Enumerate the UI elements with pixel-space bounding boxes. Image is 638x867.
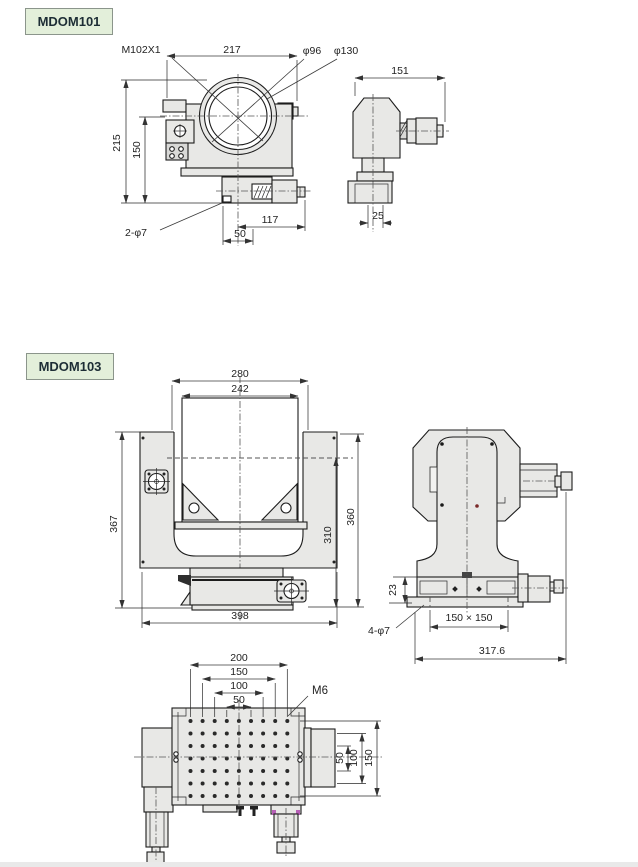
- product-label-text: MDOM103: [38, 359, 102, 374]
- body-flange: [181, 168, 293, 176]
- base-step: [203, 805, 237, 812]
- mounting-hole: [261, 744, 265, 748]
- mounting-hole: [285, 782, 289, 786]
- dim-height-inner: 310: [322, 526, 334, 544]
- mounting-hole: [285, 719, 289, 723]
- mdom103-mounting-plate-view: [134, 652, 382, 865]
- mounting-hole: [249, 782, 253, 786]
- dim-holes: 4-φ7: [368, 625, 390, 637]
- mounting-hole: [201, 782, 205, 786]
- side-slot: [430, 467, 437, 492]
- mounting-hole: [225, 732, 229, 736]
- dim-flange: φ130: [333, 45, 359, 57]
- mounting-hole: [225, 782, 229, 786]
- mdom103-front-view: [108, 368, 364, 628]
- base-plate: [407, 597, 523, 607]
- leader-flange: [267, 59, 337, 99]
- dim-depth-total: 317.6: [478, 645, 506, 657]
- dim-holes: 2-φ7: [125, 227, 147, 239]
- mounting-hole: [225, 794, 229, 798]
- body-nub: [293, 107, 298, 116]
- pedestal: [417, 521, 518, 577]
- mdom101-side-view: [348, 65, 449, 232]
- mounting-hole: [201, 719, 205, 723]
- motor-knob-icon: [554, 580, 563, 593]
- body-step: [163, 100, 186, 112]
- dim-inner-width: 242: [231, 383, 249, 395]
- mounting-hole: [189, 732, 193, 736]
- dim-base-depth: 25: [372, 210, 384, 222]
- leader-holes: [160, 203, 222, 230]
- dim-base-width: 398: [231, 610, 249, 622]
- mounting-hole: [285, 794, 289, 798]
- dim-mount-pattern: 150 × 150: [445, 612, 493, 624]
- mounting-hole: [261, 782, 265, 786]
- mounting-hole: [273, 794, 277, 798]
- leader-holes: [396, 605, 424, 628]
- dim-v50: 50: [334, 752, 346, 764]
- clamp-block: [166, 143, 188, 160]
- mounting-hole: [249, 794, 253, 798]
- dim-width: 217: [223, 44, 241, 56]
- mounting-hole: [285, 769, 289, 773]
- mounting-hole: [249, 744, 253, 748]
- plate-bottom-bar: [175, 522, 307, 529]
- mounting-hole: [285, 744, 289, 748]
- mounting-hole: [285, 732, 289, 736]
- mounting-hole: [189, 794, 193, 798]
- mdom101-front-view: [111, 44, 358, 246]
- motor-body: [528, 576, 550, 602]
- mounting-hole: [225, 744, 229, 748]
- footer-divider: [0, 862, 638, 867]
- dim-v150: 150: [363, 749, 375, 767]
- mounting-hole: [261, 732, 265, 736]
- mounting-hole: [225, 769, 229, 773]
- side-housing: [142, 728, 173, 787]
- dim-50: 50: [233, 694, 245, 706]
- side-body: [353, 98, 400, 158]
- micrometer-body: [272, 180, 297, 203]
- mounting-hole: [213, 719, 217, 723]
- clamp-lever: [178, 575, 191, 586]
- mounting-hole: [249, 732, 253, 736]
- dim-200: 200: [230, 652, 248, 664]
- dim-center-height: 150: [131, 141, 143, 159]
- dim-outer-width: 280: [231, 368, 249, 380]
- mounting-hole: [213, 794, 217, 798]
- mounting-hole: [273, 782, 277, 786]
- mounting-hole: [249, 719, 253, 723]
- mounting-hole: [273, 719, 277, 723]
- dim-thread: M6: [312, 685, 328, 697]
- dim-thread: M102X1: [121, 44, 161, 56]
- socket-block: [311, 729, 335, 787]
- mounting-hole: [261, 719, 265, 723]
- motor-body: [146, 812, 168, 847]
- mounting-hole: [213, 769, 217, 773]
- mounting-hole: [261, 794, 265, 798]
- motor-housing: [144, 787, 173, 812]
- dim-height-right: 360: [345, 508, 357, 526]
- mdom103-side-view: [368, 427, 573, 664]
- mounting-hole: [213, 782, 217, 786]
- mounting-hole: [189, 744, 193, 748]
- gusset-hole: [281, 503, 291, 513]
- dim-base-length: 117: [261, 214, 279, 226]
- mounting-hole: [261, 769, 265, 773]
- mounting-hole: [273, 769, 277, 773]
- mounting-hole: [273, 744, 277, 748]
- mounting-hole: [213, 732, 217, 736]
- motor-body: [520, 464, 557, 497]
- dim-100: 100: [230, 680, 248, 692]
- dim-depth: 151: [391, 65, 409, 77]
- mounting-hole: [213, 744, 217, 748]
- dim-height-total: 367: [108, 515, 120, 533]
- dim-base-height: 23: [387, 584, 399, 596]
- stage-plate: [357, 172, 393, 181]
- mounting-hole: [201, 794, 205, 798]
- gusset-hole: [189, 503, 199, 513]
- mounting-hole: [249, 769, 253, 773]
- dim-bore: φ96: [302, 45, 322, 57]
- micrometer-knob-icon: [297, 187, 305, 197]
- product-label-text: MDOM101: [37, 14, 101, 29]
- mounting-hole: [189, 769, 193, 773]
- motor-knob-icon: [561, 472, 572, 490]
- mounting-hole: [201, 769, 205, 773]
- dim-height: 215: [111, 134, 123, 152]
- dim-v100: 100: [348, 749, 360, 767]
- mounting-hole: [273, 732, 277, 736]
- mounting-hole: [189, 782, 193, 786]
- mounting-hole: [201, 732, 205, 736]
- base-wedge: [181, 592, 190, 605]
- mounting-hole: [225, 719, 229, 723]
- mounting-hole: [189, 719, 193, 723]
- mounting-hole: [201, 744, 205, 748]
- dim-150: 150: [230, 666, 248, 678]
- dim-base-width: 50: [234, 228, 246, 240]
- neck: [190, 568, 283, 577]
